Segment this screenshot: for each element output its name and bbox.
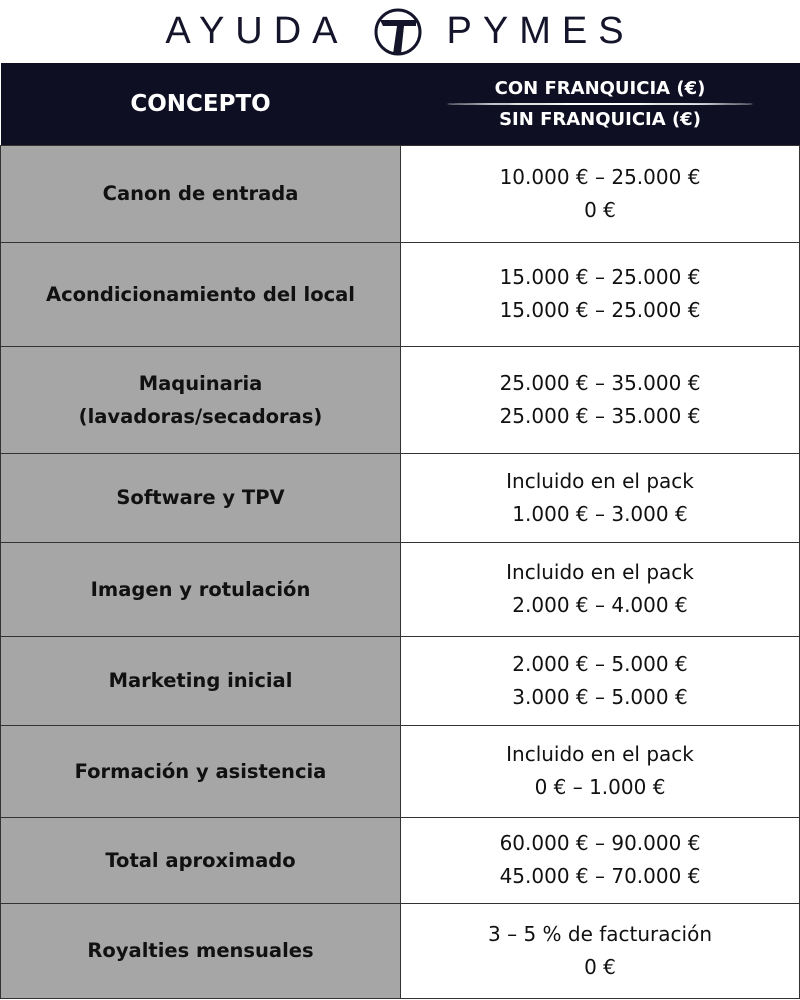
concept-label-2: (lavadoras/secadoras) [78,404,323,428]
value-with: 3 – 5 % de facturación [488,921,712,946]
logo-left: AYUDA [165,10,349,52]
value-with: 10.000 € – 25.000 € [499,164,701,189]
concept-label: Software y TPV [116,486,285,509]
table-header [1,63,800,145]
value-with: 15.000 € – 25.000 € [499,265,701,289]
value-with: 60.000 € – 90.000 € [499,831,701,855]
concept-label: Imagen y rotulación [90,577,311,601]
value-without: 15.000 € – 25.000 € [499,298,701,322]
row-concept [1,725,401,817]
row-concept [1,542,401,636]
table-row [1,817,800,903]
value-without: 3.000 € – 5.000 € [512,684,688,709]
table-row [1,346,800,453]
row-concept [1,636,401,725]
table-row [1,542,800,636]
row-values [401,453,800,542]
row-values [401,903,800,998]
concept-label: Canon de entrada [102,182,299,205]
value-with: Incluido en el pack [506,560,694,584]
concept-label: Total aproximado [105,848,296,872]
row-values [401,145,800,242]
concept-label: Acondicionamiento del local [45,282,355,306]
seven-circle-icon [371,7,425,57]
value-without: 0 € – 1.000 € [534,775,666,799]
table-row [1,725,800,817]
logo [0,0,800,63]
concept-label: Royalties mensuales [87,939,314,962]
header-divider [447,103,753,105]
value-without: 2.000 € – 4.000 € [512,593,688,617]
row-values [401,242,800,346]
value-with: Incluido en el pack [506,468,694,493]
table-row [1,636,800,725]
value-without: 0 € [584,954,616,979]
value-without: 25.000 € – 35.000 € [499,403,701,428]
row-values [401,817,800,903]
row-values [401,725,800,817]
row-values [401,542,800,636]
concept-label: Marketing inicial [108,669,293,692]
row-values [401,346,800,453]
value-with: Incluido en el pack [506,742,694,766]
row-concept [1,242,401,346]
table-row [1,453,800,542]
value-without: 45.000 € – 70.000 € [499,864,701,888]
logo-right: PYMES [446,10,635,52]
value-with: 25.000 € – 35.000 € [499,370,701,395]
row-values [401,636,800,725]
row-concept [1,817,401,903]
table-row [1,242,800,346]
cost-table [0,63,800,999]
header-without: SIN FRANQUICIA (€) [499,108,701,130]
table-row [1,903,800,998]
value-with: 2.000 € – 5.000 € [512,651,688,676]
concept-label: Formación y asistencia [74,759,327,783]
header-with: CON FRANQUICIA (€) [494,77,706,99]
table-row [1,145,800,242]
row-concept [1,453,401,542]
header-values [401,63,800,145]
row-concept [1,346,401,453]
row-concept [1,145,401,242]
value-without: 1.000 € – 3.000 € [512,501,688,526]
concept-label: Maquinaria [138,371,263,395]
header-concept: CONCEPTO [1,63,401,145]
value-without: 0 € [584,197,616,222]
row-concept [1,903,401,998]
